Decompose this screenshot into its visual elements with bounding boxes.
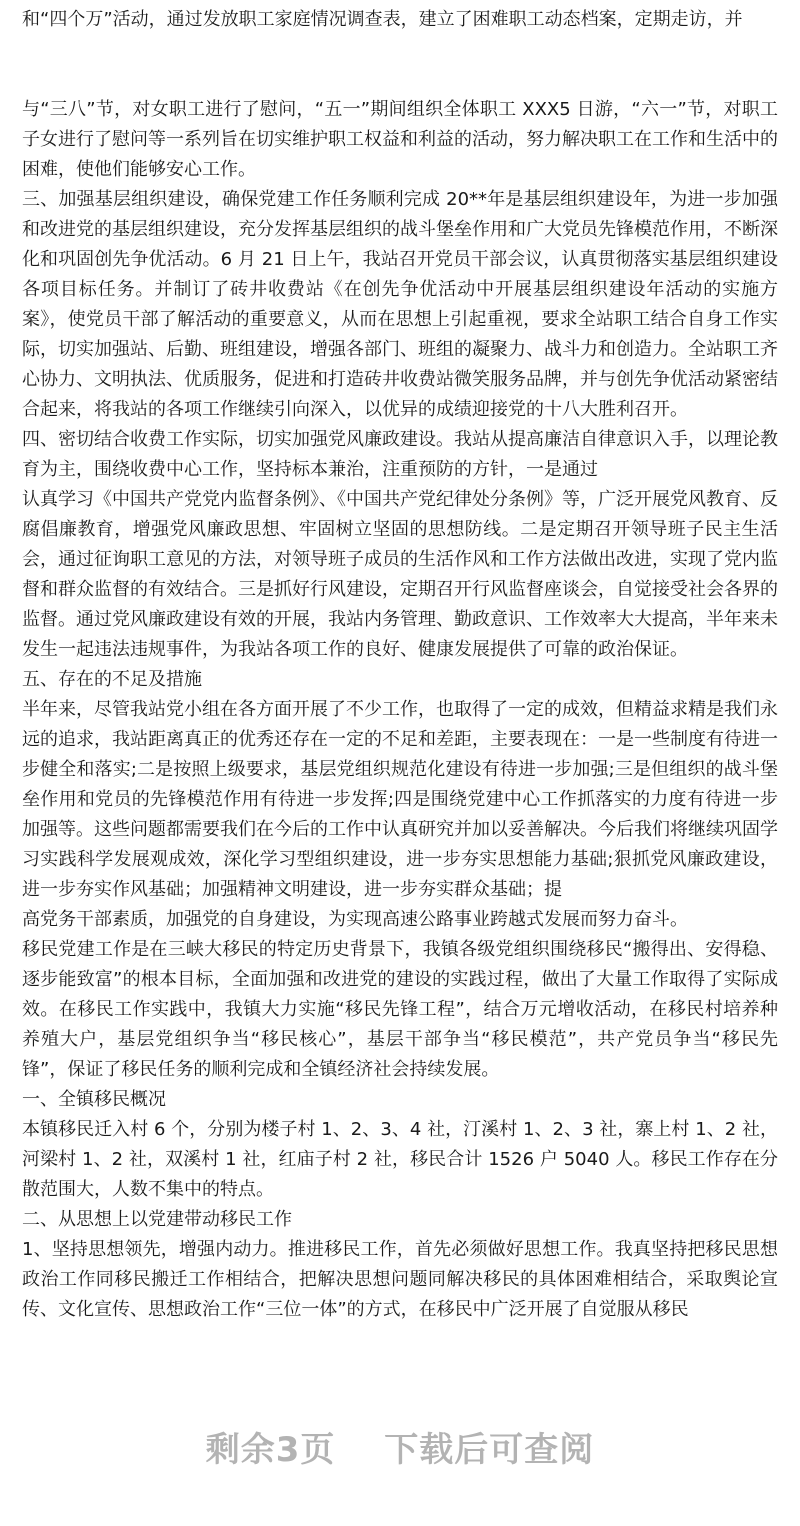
download-prompt-button[interactable] [0, 1410, 800, 1490]
paragraph: 半年来，尽管我站党小组在各方面开展了不少工作，也取得了一定的成效，但精益求精是我们永远的追求，我站距离真正的优秀还存在一定的不足和差距，主要表现在：一是一些制度有待进一步健全和落实;二是按照上级要求，基层党组织规范化建设有待进一步加强;三是但组织的战斗堡垒作用和党员的先锋模范作用有待进一步发挥;四是围绕党建中心工作抓落实的力度有待进一步加强等。这些问题都需要我们在今后的工作中认真研究并加以妥善解决。今后我们将继续巩固学习实践科学发展观成效，深化学习型组织建设，进一步夯实思想能力基础;狠抓党风廉政建设，进一步夯实作风基础；加强精神文明建设，进一步夯实群众基础；提 [22, 699, 778, 900]
paragraph: 与“三八”节，对女职工进行了慰问，“五一”期间组织全体职工 XXX5 日游，“六一”节，对职工子女进行了慰问等一系列旨在切实维护职工权益和利益的活动，努力解决职工在工作和生活中的困难，使他们能够安心工作。 [22, 99, 778, 180]
top-text [22, 5, 778, 35]
paragraph: 移民党建工作是在三峡大移民的特定历史背景下，我镇各级党组织围绕移民“搬得出、安得稳、逐步能致富”的根本目标，全面加强和改进党的建设的实践过程，做出了大量工作取得了实际成效。在移民工作实践中，我镇大力实施“移民先锋工程”，结合万元增收活动，在移民村培养种养殖大户，基层党组织争当“移民核心”，基层干部争当“移民模范”，共产党员争当“移民先锋”，保证了移民任务的顺利完成和全镇经济社会持续发展。 [22, 939, 778, 1080]
download-label: 下载后可查阅 [384, 1430, 595, 1470]
paragraph: 认真学习《中国共产党党内监督条例》、《中国共产党纪律处分条例》等，广泛开展党风教育、反腐倡廉教育，增强党风廉政思想、牢固树立坚固的思想防线。二是定期召开领导班子民主生活会，通过征询职工意见的方法，对领导班子成员的生活作风和工作方法做出改进，实现了党内监督和群众监督的有效结合。三是抓好行风建设，定期召开行风监督座谈会，自觉接受社会各界的监督。通过党风廉政建设有效的开展，我站内务管理、勤政意识、工作效率大大提高，半年来未发生一起违法违规事件，为我站各项工作的良好、健康发展提供了可靠的政治保证。 [22, 489, 778, 660]
paragraph: 1、坚持思想领先，增强内动力。推进移民工作，首先必须做好思想工作。我真坚持把移民思想政治工作同移民搬迁工作相结合，把解决思想问题同解决移民的具体困难相结合，采取舆论宣传、文化宣传、思想政治工作“三位一体”的方式，在移民中广泛开展了自觉服从移民 [22, 1239, 778, 1320]
section-heading: 一、全镇移民概况 [22, 1089, 166, 1110]
section-heading: 二、从思想上以党建带动移民工作 [22, 1209, 292, 1230]
paragraph: 高党务干部素质，加强党的自身建设，为实现高速公路事业跨越式发展而努力奋斗。 [22, 909, 688, 930]
paragraph: 和“四个万”活动，通过发放职工家庭情况调查表，建立了困难职工动态档案，定期走访，并 [22, 9, 743, 30]
paragraph: 本镇移民迁入村 6 个，分别为楼子村 1、2、3、4 社，汀溪村 1、2、3 社，寨上村 1、2 社，河梁村 1、2 社，双溪村 1 社，红庙子村 2 社，移民合计 1526 户 5040 人。移民工作存在分散范围大，人数不集中的特点。 [22, 1119, 778, 1200]
document-body [22, 95, 778, 1325]
paragraph: 四、密切结合收费工作实际，切实加强党风廉政建设。我站从提高廉洁自律意识入手，以理论教育为主，围绕收费中心工作，坚持标本兼治，注重预防的方针，一是通过 [22, 429, 778, 480]
section-heading: 五、存在的不足及措施 [22, 669, 202, 690]
remaining-pages-label: 剩余3页 [205, 1430, 336, 1470]
section-heading: 三、加强基层组织建设，确保党建工作任务顺利完成 20**年是基层组织建设年，为进一步加强和改进党的基层组织建设，充分发挥基层组织的战斗堡垒作用和广大党员先锋模范作用，不断深化和巩固创先争优活动。6 月 21 日上午，我站召开党员干部会议，认真贯彻落实基层组织建设各项目标任务。并制订了砖井收费站《在创先争优活动中开展基层组织建设年活动的实施方案》，使党员干部了解活动的重要意义，从而在思想上引起重视，要求全站职工结合自身工作实际，切实加强站、后勤、班组建设，增强各部门、班组的凝聚力、战斗力和创造力。全站职工齐心协力、文明执法、优质服务，促进和打造砖井收费站微笑服务品牌，并与创先争优活动紧密结合起来，将我站的各项工作继续引向深入，以优异的成绩迎接党的十八大胜利召开。 [22, 189, 778, 420]
